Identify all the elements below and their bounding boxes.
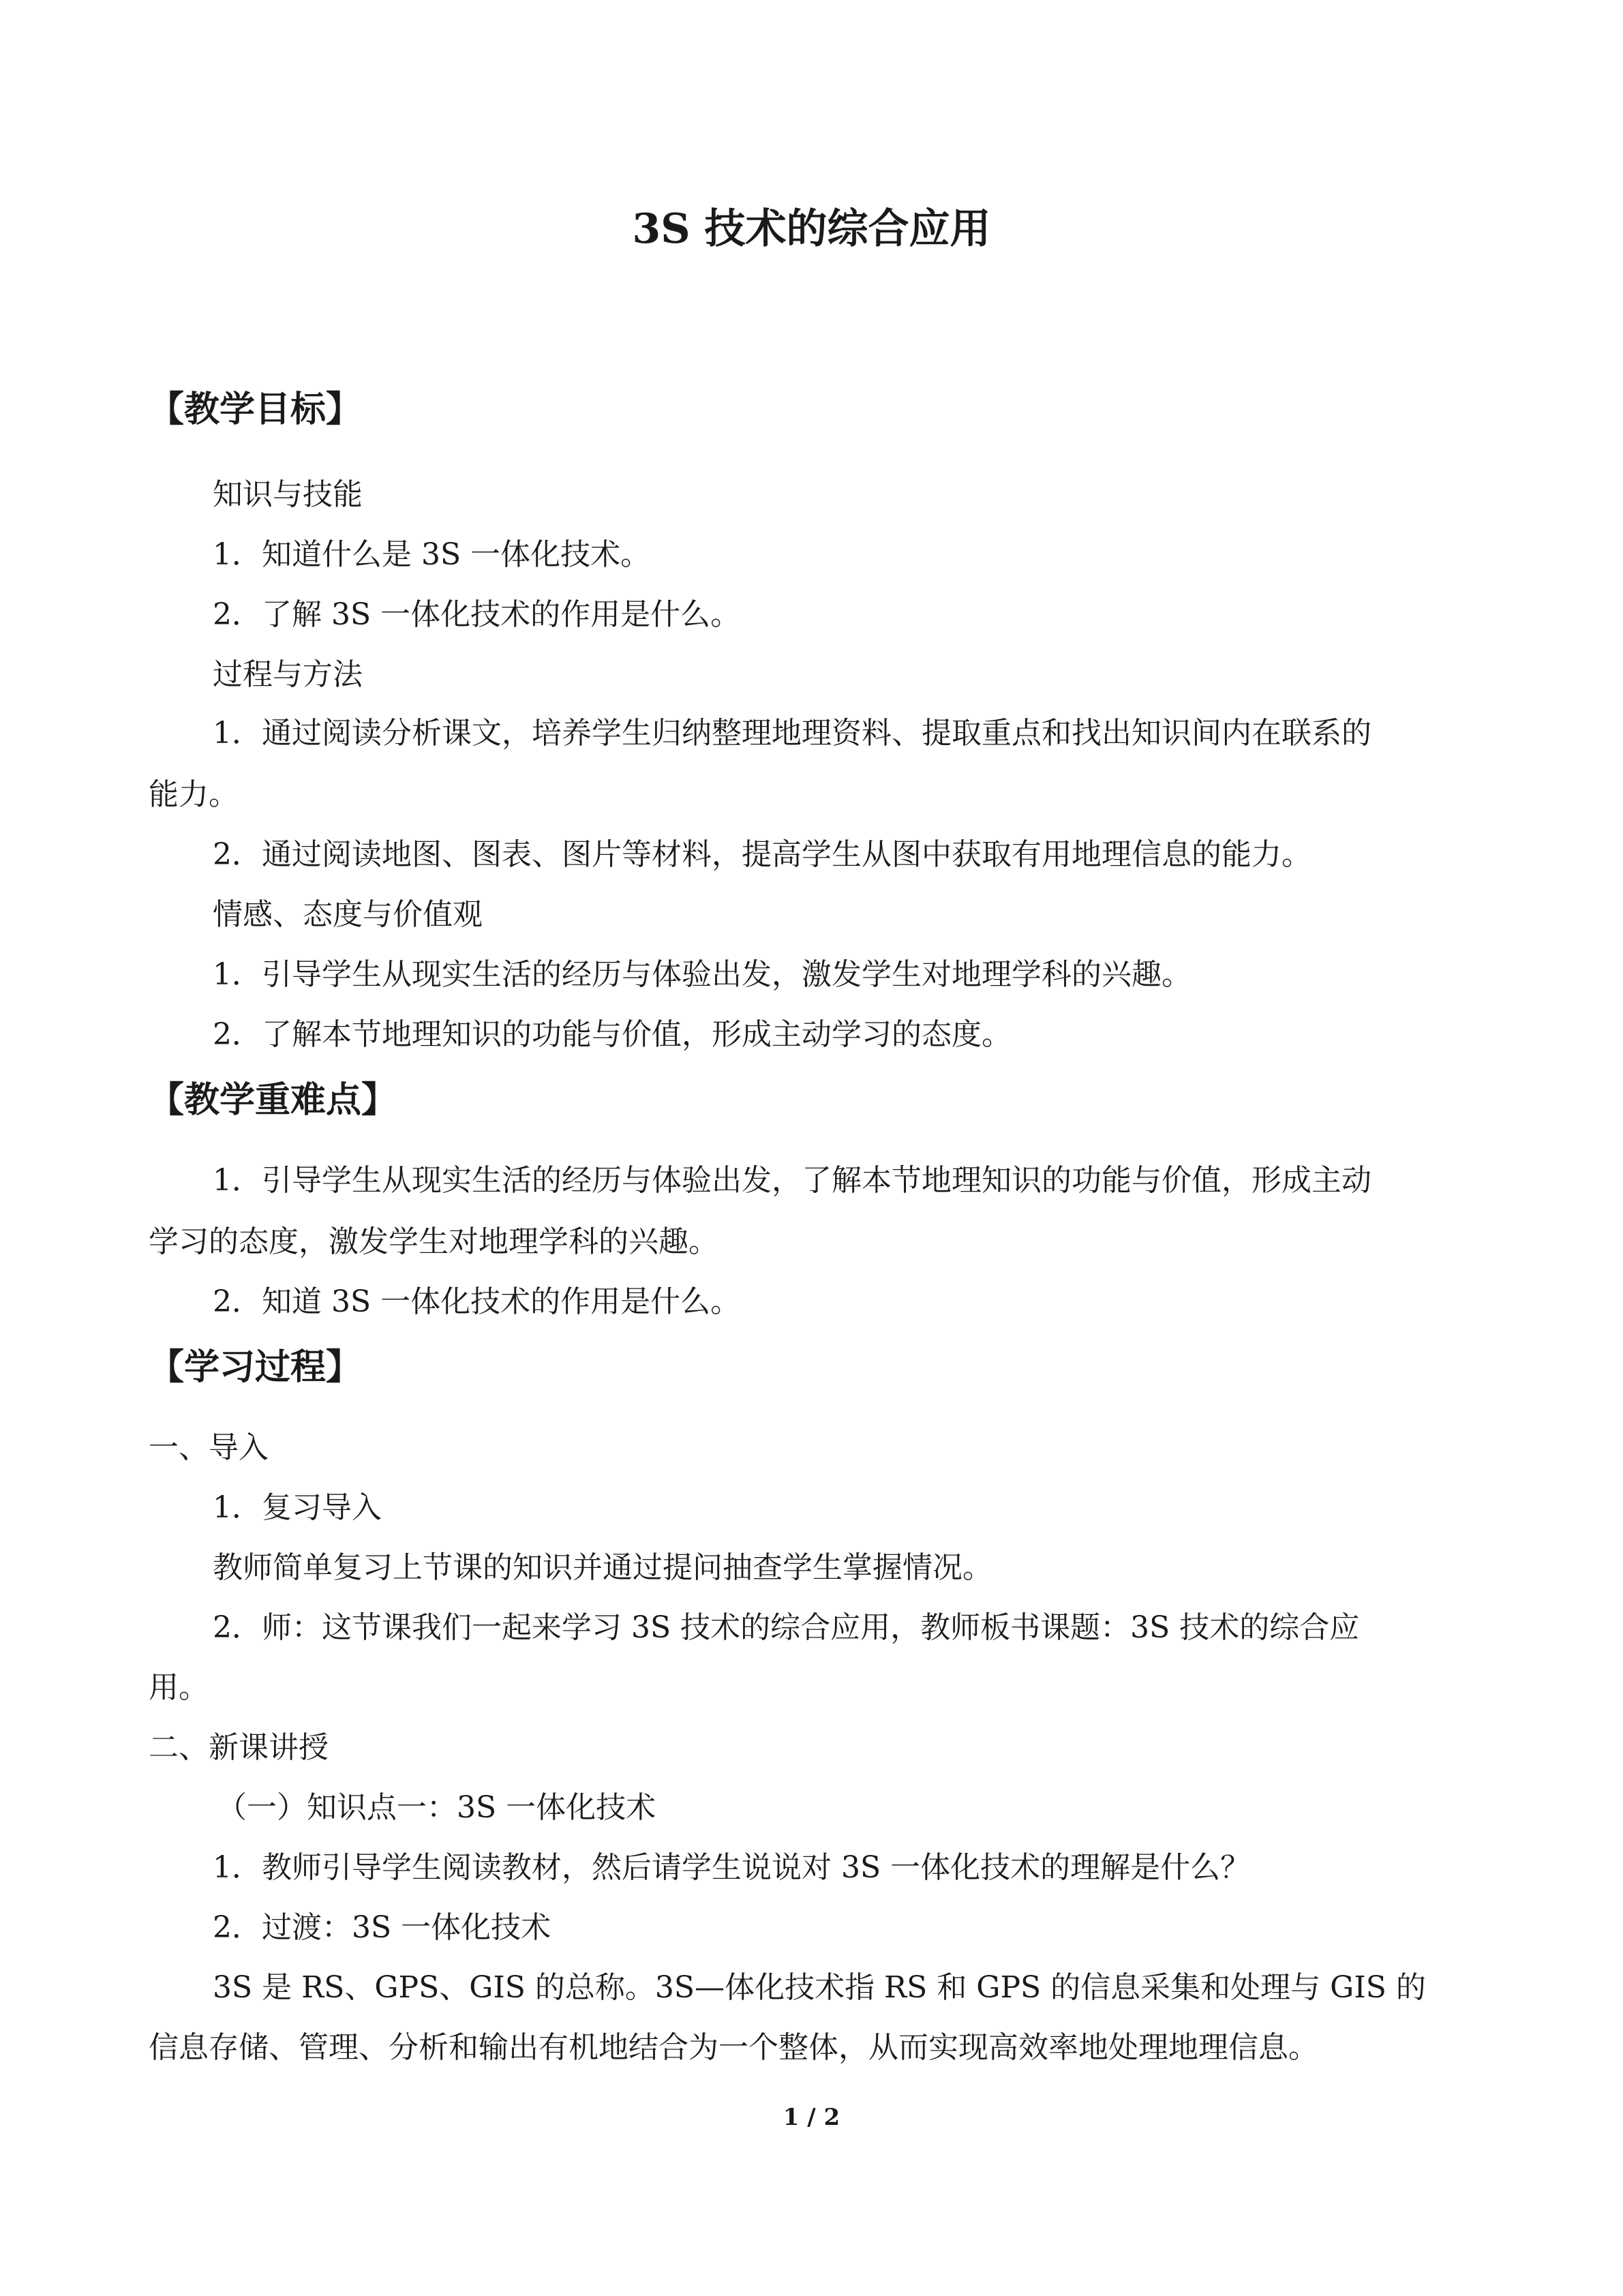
paragraph-line: 1．引导学生从现实生活的经历与体验出发，了解本节地理知识的功能与价值，形成主动 [213,1163,1371,1198]
paragraph-line: 能力。 [149,777,239,812]
paragraph-line: 3S 是 RS、GPS、GIS 的总称。3S—体化技术指 RS 和 GPS 的信息采集和处理与 GIS 的 [213,1970,1426,2005]
paragraph-line: （一）知识点一：3S 一体化技术 [217,1790,656,1825]
section-heading-process: 【学习过程】 [149,1346,362,1388]
section-heading-key-points: 【教学重难点】 [149,1079,397,1121]
paragraph-line: 学习的态度，激发学生对地理学科的兴趣。 [149,1224,718,1259]
paragraph-line: 知识与技能 [213,477,363,512]
paragraph-line: 1．复习导入 [213,1490,382,1525]
paragraph-line: 1．引导学生从现实生活的经历与体验出发，激发学生对地理学科的兴趣。 [213,957,1192,992]
paragraph-line: 2．通过阅读地图、图表、图片等材料，提高学生从图中获取有用地理信息的能力。 [213,837,1311,872]
paragraph-line: 一、导入 [149,1430,269,1465]
paragraph-line: 情感、态度与价值观 [213,897,483,932]
page-number: 1 / 2 [783,2104,840,2131]
paragraph-line: 1．通过阅读分析课文，培养学生归纳整理地理资料、提取重点和找出知识间内在联系的 [213,716,1371,751]
page-title: 3S 技术的综合应用 [632,205,991,253]
paragraph-line: 过程与方法 [213,657,363,692]
paragraph-line: 二、新课讲授 [149,1730,329,1765]
section-heading-objectives: 【教学目标】 [149,389,362,430]
paragraph-line: 2．了解 3S 一体化技术的作用是什么。 [213,597,741,632]
paragraph-line: 2．了解本节地理知识的功能与价值，形成主动学习的态度。 [213,1017,1012,1052]
paragraph-line: 2．师：这节课我们一起来学习 3S 技术的综合应用，教师板书课题：3S 技术的综合应 [213,1610,1360,1645]
paragraph-line: 1．知道什么是 3S 一体化技术。 [213,537,651,572]
paragraph-line: 信息存储、管理、分析和输出有机地结合为一个整体，从而实现高效率地处理地理信息。 [149,2030,1318,2065]
paragraph-line: 2．知道 3S 一体化技术的作用是什么。 [213,1284,741,1319]
paragraph-line: 1．教师引导学生阅读教材，然后请学生说说对 3S 一体化技术的理解是什么？ [213,1850,1251,1885]
paragraph-line: 教师简单复习上节课的知识并通过提问抽查学生掌握情况。 [213,1550,992,1585]
paragraph-line: 用。 [149,1670,209,1705]
paragraph-line: 2．过渡：3S 一体化技术 [213,1910,551,1945]
